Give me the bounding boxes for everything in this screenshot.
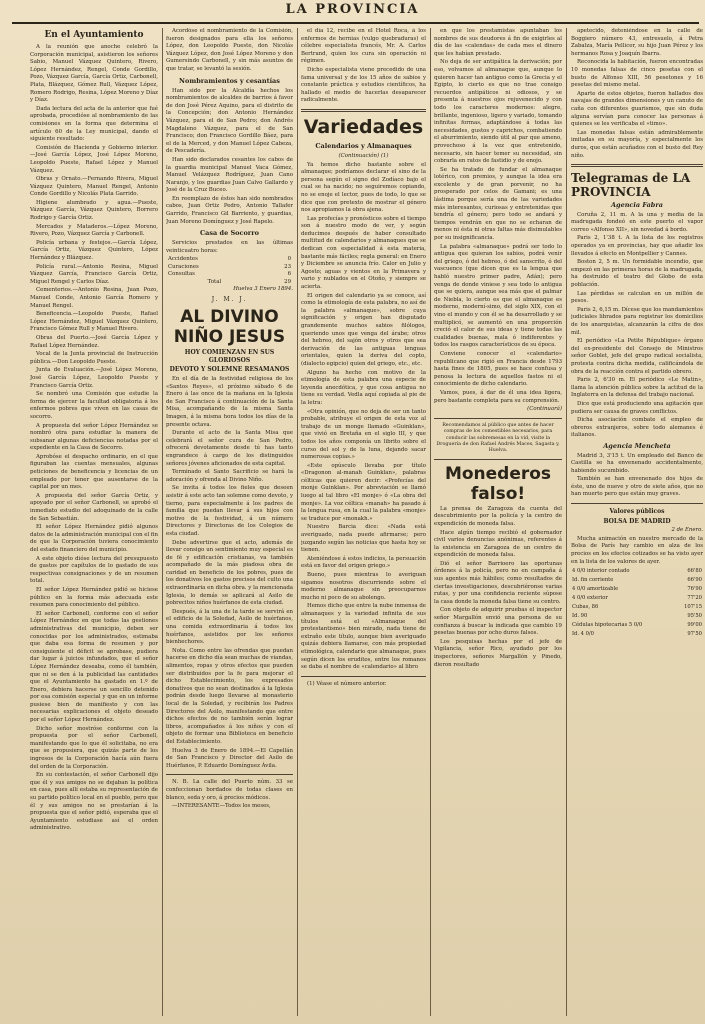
paragraph: Paris 2, 6'30 m. El periódico «Le Matin», llama la atención pública sobre la actitud de la Inglaterra en la defensa del trabajo nacional. — [571, 377, 703, 399]
calendarios-subheading: Calendarios y Almanaques — [315, 141, 412, 150]
paragraph: La prensa de Zaragoza da cuenta del descubrimiento por la policía y la centro de expendición de moneda falsa. — [434, 505, 562, 527]
bolsa-date: 2 de Enero. — [671, 527, 703, 534]
paragraph: El señor López Hernández pidió se hiciese público en la forma más adecuada este resumen para conocimiento del público. — [30, 586, 158, 609]
paragraph: Aparte de estos objetos, fueron hallados dos navajas de grandes dimensiones y un canuto de caña con diferentes guarismos, que sin duda alguna servían para conocer las personas á quienes se les verificaba el «timo». — [571, 90, 703, 128]
divider — [301, 109, 426, 112]
table-row — [571, 567, 703, 576]
paragraph: Paris 2, 1'38 t. A la lista de los registros operados ya en provincias, hay que añadir los llevados á efecto en Montpellier y Cannes. — [571, 235, 703, 257]
total-label: Total — [207, 278, 222, 285]
paragraph: Hemos dicho que entre la nube inmensa de almanaques y la variedad infinita de sus títulos está el «Almanaque del protestantismo» bien mirado, nada tiene de extraño este título, aunque bien averiguado quizás debiera llamarse, con más propiedad etimológica, calendario que almanaque, pues según dicen los eruditos, entre los romanos se daba el nombre de «calendario» al libro — [301, 603, 426, 671]
paragraph: Terminado el Santo Sacrificio se hará la adoración y ofrenda al Divino Niño. — [166, 469, 293, 483]
agency-mencheta-heading: Agencia Mencheta — [603, 441, 671, 450]
paragraph: Servicios prestados en las últimas veinticuatro horas: — [166, 240, 293, 254]
valores-table — [571, 567, 703, 639]
paragraph: En el día de la festividad religiosa de los «Santos Reyes», el próximo sábado 6 de Enero á las once de la mañana en la Iglesia de San Francisco á continuación de la Santa Misa, acompañando de la misma Santa Imagen, á la misma hora todos los días de la presente octava. — [166, 376, 293, 428]
divino-subheading-1: HOY COMIENZAN EN SUS GLORIOSOS — [184, 349, 275, 364]
paragraph: Madrid 3, 3'15 t. Un empleado del Banco de Castilla se ha envenenado accidentalmente, habiendo sucumbido. — [571, 452, 703, 474]
row-value: 76'90 — [687, 586, 702, 593]
column-1 — [30, 28, 158, 1016]
paragraph: Huelva 3 de Enero de 1894.—El Capellán de San Francisco y Director del Asilo de Huérfanos, P. Eduardo Domínguez Ávila. — [166, 747, 293, 769]
notice: Recomendamos al público que antes de hacer compras de los comestibles necesarios, para conducir las sobremesas en la vid, visite la Droguería de don Rafael Andrés Maces, Sagasta y, Huelva. — [436, 422, 560, 454]
paragraph: Boston 2, 5 m. Un formidable incendio, que empezó en las primeras horas de la madrugada, ha destruido el teatro del Globo de esta población. — [571, 259, 703, 289]
paragraph: Beneficencia.—Leopoldo Pueste, Rafael López Hernández, Miguel Vázquez Quintero, Francisco Gómez Rull y Manuel Rivero. — [30, 311, 158, 333]
paragraph: Dice que está produciendo una agitación que pudiera ser causa de graves conflictos. — [571, 400, 703, 415]
paragraph: A propuesta del señor López Hernández se nombró otra para estudiar la manera de subsanar algunas deficiencias notadas por el expediente en la Casa de Socorro. — [30, 422, 158, 452]
paragraph: El origen del calendario ya se conoce, así como la etimología de esta palabra, no así de la palabra «almanaque», sobre cuya significación y origen han disputado grandemente muchos sabios filólogos, queriendo unos que venga del árabe; otros del hebreo, del sajón otros y otros que sea derivación de las antiguas lenguas orientales, quien la deriva del copto, (dialecto egipcio) quien del griego, etc., etc. — [301, 292, 426, 367]
row-label: Accidentes — [168, 256, 198, 263]
initials: J. M. J. — [211, 295, 248, 303]
total-value: 29 — [284, 278, 291, 285]
paragraph: Dió el señor Barrioero las oportunas órdenes á la policía, pero no en campaña á sus agentes más hábiles; como resultados de ciertas investigaciones, descubriéronse varias rutas, y por una confidencia reciente súpose la casa donde la moneda falsa tiene su centro. — [434, 560, 562, 605]
column-divider — [566, 28, 567, 1016]
date-line: Huelva 3 Enero 1894. — [233, 286, 293, 293]
ayuntamiento-article — [30, 44, 158, 833]
row-value: 66'80 — [687, 568, 702, 575]
divider — [166, 774, 293, 775]
variedades-heading: Variedades — [303, 115, 424, 138]
paragraph: Durante el acto de la Santa Misa que celebrará el señor cura de San Pedro, ofrecerá devotamente desde tú has tanto engrandece á cargo de los distinguidos señores jóvenes aficionados de esta capital. — [166, 430, 293, 467]
continuara-note: (Continuará) — [527, 406, 562, 413]
paragraph: Hace algún tiempo recibió el gobernador civil varios denuncias anónimas, referentes á la existencia en Zaragoza de un centro de expendición de moneda falsa. — [434, 529, 562, 559]
paragraph: Policía rural.—Antonio Resina, Miguel Vázquez García, Francisco García Ortiz, Miguel Rengel y Carlos Díaz. — [30, 263, 158, 285]
row-label: 4 0/0 interior contado — [572, 568, 630, 575]
paragraph: También se han envenenado dos hijos de éste, uno de nueve y otro de siete años, que no han muerto pero que están muy graves. — [571, 476, 703, 498]
row-value: 97'50 — [687, 631, 702, 638]
row-label: 4 0/0 amortizable — [572, 586, 619, 593]
paragraph: Paris 2, 6,15 m. Dícese que los mandamientos judiciales librados para registrar los domicilios de los anarquistas, alcanzarán la cifra de dos mil. — [571, 306, 703, 336]
paragraph: A la reunión que anoche celebró la Corporación municipal, asistieron los señores Sabio, Manuel Vázquez Quintero, Rivero, López Hernández, Rengel, Conde Gordillo, Pozo, Vázquez García, García Ortiz, Carbonell, Plata, Blázquez, Gómez Rull, Vázquez López, Romero Rodrigo, Resina, López Moreno y Díaz y Díaz. — [30, 44, 158, 104]
paragraph: en que los prestamistas apuntaban los nombres de sus deudores á fin de exigirles al día de las «calendas» de cada mes el dinero que les habían prestado. — [434, 28, 562, 57]
valores-heading: Valores públicos — [609, 508, 665, 516]
paragraph: «Este opúsculo llevaba por título «Dragonon al-manah Guinklan», palabras célticas que quieren decir: «Profecías del monje Guinklan». Por abreviación se llamó luego al tal libro «El monje» ó «La obra del monje». La voz céltica «manah» ha pasado á la lengua rusa, en la cual la palabra «monje» se traduce por «monakh.» — [301, 462, 426, 522]
row-label: Cédulas hipotecarias 5 0/0 — [572, 622, 643, 629]
paragraph: Se ha tratado de fundar el almanaque lotérico, con premios, y aunque la idea era excelente y de gran porvenir, no ha prosperado por celos de Gamani; es una lástima porque sería una de las variedades más interesantes, curiosas y entretenidas que tendría el género; pero todo se andará y tiempos vendrán en que no se echaran de menos ni ésta ni otras faltas más disimulables por su insignificancia. — [434, 166, 562, 242]
paragraph: Han sido declarados cesantes los cabos de la guardia municipal Manuel Vaca Gómez, Manuel Velázquez Rodríguez, Juan Cano Naranjo, y los guardias Juan Calvo Gallardo y José de la Cruz Buceo. — [166, 156, 293, 194]
paragraph: El periódico «La Petite République» órgano del ex-presidente del Consejo de Ministros señor Goblet, jefe del grupo radical socialista, protesta contra dicha medida, calificándola de obra de la reacción contra el partido obrero. — [571, 338, 703, 375]
paragraph: Las monedas falsas están admirablemente imitadas en su mayoría, y especialmente los duros, que están acuñados con el busto del Rey niño. — [571, 129, 703, 159]
divider — [434, 459, 562, 460]
paragraph: Policía urbana y festejos.—García López, García Ortiz, Vázquez Quintero, López Hernández y Blázquez. — [30, 239, 158, 262]
row-value: 77'20 — [687, 595, 702, 602]
paragraph: No deja de ser antipática la derivación; por eso, volvamos al almanaque que, aunque lo quieren hacer tan antiguo como la Grecia y el Egipto, lo cierto es que no trae consigo recuerdos antipáticos ni odiosos, y se presenta á nuestros ojos rejuvenecido y con todo los caracteres modernos: alegre, brillante, ingenioso, ligero y variado, tomando infinitas formas, adaptándose á todas las necesidades, gustos y caprichos, combatiendo el aburrimiento, siendo útil al par que ameno, provechoso á la vez que entretenido, necesario, sin hacer temer su necesidad, sin cobrarla en ratos de fastidio y de enojo. — [434, 59, 562, 165]
paragraph: Vamos, pues, á dar de él una idea ligera, pero bastante completa para su comprensión. — [434, 389, 562, 404]
paragraph: Higiene alumbrado y agua.—Pueste, Vázquez García, Vázquez Quintero, Borrero Rodrigo y García Ortiz. — [30, 199, 158, 222]
table-row — [571, 585, 703, 594]
casa-socorro-heading: Casa de Socorro — [200, 229, 259, 238]
paragraph: La palabra «almanaque» podrá ser todo lo antigua que quieran los sabios, podrá venir del griego, ó del hebreo, ó del sanscrito, ó del vascuence (que dicen que es la lengua que habló nuestro primer padre, Adán); pero venga de donde viniese y sea todo lo antigua que se quiera, aunque sea más que el palmar de Niebla, lo cierto es que el almanaque es moderno, moderní-simo, del siglo XIX, con el vino el mundo y con él se ha desarrollado y se multiplicó, se aumentó en una proporción creció el calor de sus ideas y tiene todas las cualidades buenas, mala ó indiferentes y todos los rasgos característicos de su época. — [434, 243, 562, 349]
divino-subheading-2: DEVOTO Y SOLEMNE RESAMANOS — [169, 366, 290, 374]
paragraph: Con objeto de adquirir pruebas el inspector señor Margallón envió una persona de su confianza á buscar la indicada que cambio 19 pesetas buenas por ocho duros falsos. — [434, 607, 562, 637]
divider — [571, 503, 703, 504]
paragraph: Han sido por la Alcaldía hechos los nombramientos de alcaldes de barrios á favor de don José Pérez Aquino, para el distrito de la Concepción; don Antonio Hernández Vázquez, para el de San Pedro; don Andrés Magdaleno Vázquez, para el de San Francisco; don Francisco Gordillo Báez, para el de la Merced, y don Manuel López Cabeza, de Pescadería. — [166, 87, 293, 155]
bolsa-heading: BOLSA DE MADRID — [603, 517, 671, 525]
paragraph: Nota. Como entre las ofrendas que puedan hacerse en dicho día sean muchas de viandas, alimentos, ropas y otros efectos que pueden ser distribuidos por la fe para mejorar el dicho Establecimiento, los expresados donativos que no sean destinados á la Iglesia podrán desde luego llevarse al monasterio local de la Soledad, y recibirán los Padres Directores del Asilo, manifestando que entre dichos efectos de no también serán lograr libros, acompañados á los niños y con el objeto de formar una Biblioteca en beneficio del Establecimiento. — [166, 647, 293, 745]
paragraph: Las pérdidas se calculan en un millón de pesos. — [571, 290, 703, 305]
divino-heading: AL DIVINO NIÑO JESUS — [173, 307, 286, 348]
paragraph: En su contestación, el señor Carbonell dijo que él y sus amigos no se dejaban la política en casa, pues allí estaba su representación de su partido político local en el pueblo, pero que él y sus amigos no se prestarían á la propuesta que el señor pidió, esperaba que el Ayuntamiento estudiase así el orden administrativo. — [30, 772, 158, 832]
column-3 — [301, 28, 426, 1016]
row-label: Consultas — [168, 271, 195, 278]
ayuntamiento-heading: En el Ayuntamiento — [44, 30, 144, 40]
paragraph: El señor López Hernández pidió algunos datos de la administración municipal con el fin de que la Corporación tuviera conocimiento del estado financiero del municipio. — [30, 524, 158, 553]
divider — [434, 418, 562, 419]
paragraph: «Otra opinión, que no deja de ser un tanto probable, atribuye el origen de esta voz al trabajo de un monge llamado «Guinklan», que vivió en Bretaña en el siglo III, y que todos los años componía un librito sobre el curso del sol y de la luna, dejando sacar numerosas copias.» — [301, 408, 426, 461]
table-row — [571, 594, 703, 603]
row-value: 107'15 — [684, 604, 702, 611]
paragraph: —INTERESANTE—Todos los meses, — [172, 803, 271, 810]
column-5 — [571, 28, 703, 1016]
paragraph: En reemplazo de éstos han sido nombrados cabos, Juan Ortiz Pedro, Antonio Tallafer Garrido, Francisco Gil Barriento, y guardias, Juan Moreno Domínguez y José Rapelo. — [166, 195, 293, 225]
paragraph: Los pesquisas hechas por el jefe de Vigilancia, señor Rico, ayudado por los inspectores, señores Margallón y Pinedo, dieron resultado — [434, 638, 562, 668]
paragraph: Comisión de Hacienda y Gobierno interior.—José García López, José López Moreno, Leopoldo Pueste, Rafael López y Manuel Vázquez. — [30, 144, 158, 174]
paragraph: Junta de Evaluación.—José López Moreno, José García López, Leopoldo Pueste y Francisco García Ortiz. — [30, 367, 158, 389]
table-row — [571, 603, 703, 612]
paragraph: Coruña 2, 11 m. A la una y media de la madrugada fondeó en este puerto el vapor correo «Alfonso XII», sin novedad á bordo. — [571, 211, 703, 233]
row-label: Id. fin corriente — [572, 577, 614, 584]
table-row — [571, 621, 703, 630]
row-value: 23 — [284, 263, 291, 270]
table-row — [571, 576, 703, 585]
masthead-rule — [12, 22, 699, 24]
column-divider — [297, 28, 298, 1016]
paragraph: Después, á la una de la tarde se servirá en el edificio de la Soledad, Asilo de huérfanos, una comida extraordinaria á todos los huérfanos, asistidos por los señores bienhechores. — [166, 608, 293, 646]
table-row — [571, 612, 703, 621]
paragraph: Mercados y Mataderos.—López Moreno, Rivero, Pozo, Vázquez García y Carbonell. — [30, 223, 158, 238]
table-total-row — [166, 279, 293, 286]
paragraph: A propuesta del señor García Ortiz, y apoyado por el señor Carbonell, se aprobó el inmediato estudio del adoquinado de la calle de San Sebastián. — [30, 492, 158, 522]
paragraph: Conviene conocer el «calendario» republicano que rigió en Francia desde 1793 hasta fines de 1805, pues se hace confusa y penosa la lectura de aquellos fastos ni el conocimiento de dicho calendario. — [434, 350, 562, 388]
table-row — [166, 256, 293, 263]
paragraph: Se invita á todos los fieles que deseen asistir á este acto tan solemne como devoto, y tierno, para especialmente á los padres de familia que puedan llevar á sus hijos con motivo de la festividad, á un número Directores y Directoras de los Colegios de esta ciudad. — [166, 485, 293, 537]
row-label: Curaciones — [168, 263, 199, 270]
paragraph: el día 12, recibe en el Hotel Roca, á los enfermos de hernias (vulgo quebraduras) el célebre especialista francés, Mr. A. Carlos Bertrand, quien los cura sin operación ni régimen. — [301, 28, 426, 65]
paragraph: Cementerios.—Antonio Resina, Juan Pozo, Manuel Conde, Antonio García Romero y Manuel Rengel. — [30, 287, 158, 309]
paragraph: N. B. La calle del Puerto núm. 33 se confeccionan bordados de todas clases en blanco, seda y oro, á precios módicos. — [166, 779, 293, 801]
divider — [571, 164, 703, 167]
paragraph: Debe advertirse que el acto, además de llevar consigo un sentimiento muy especial es de fé y edificación cristianas, va también acompañado de la más piadosa obra de caridad en beneficio de los pobres, pues de los donativos los gastos precisos del culto una extraordinaria en dicha obra. y la mencionada Iglesia, lo demás se aplicará al Asilo de pobrecitos niños huérfanos de esta ciudad. — [166, 539, 293, 607]
row-value: 95'50 — [687, 613, 702, 620]
paragraph: Alguno ha hecho con motivo de la etimología de esta palabra una especie de leyenda anecdótica, y que cosa antigua no tiene su verdad. Vedla aquí copiada al pie de la letra: — [301, 369, 426, 406]
row-label: Cubas, 86 — [572, 604, 599, 611]
monederos-heading: Monederos falso! — [444, 463, 552, 504]
paragraph: Dada lectura del acta de la anterior que fué aprobada, procedióse al nombramiento de las comisiones en la forma que determina el artículo 60 de la Ley municipal, dando el siguiente resultado: — [30, 105, 158, 143]
agency-fabra-heading: Agencia Fabra — [610, 201, 663, 210]
paragraph: Nuestro Barcia dice: «Nada está averiguado, nada puede afirmarse; pero juzgando según las noticias que hasta hoy se tienen. — [301, 524, 426, 554]
table-row — [166, 271, 293, 278]
column-2 — [166, 28, 293, 1016]
column-4 — [434, 28, 562, 1016]
paragraph: Dicho especialista viene precedido de una fama universal y de los 15 años de sabios y constante práctica y estudios científicos, ha hallado el medio de hacerlas desaparecer radicalmente. — [301, 66, 426, 104]
paragraph: Las profecías y pronósticos sobre el tiempo son á nuestro modo de ver, y según deducimos después de haber consultado multitud de calendarios y almanaques que se dedican con especialidad á esta materia, bastante más fáciles; regla general: en Enero y Diciembre se anuncia frío. Calor en Julio y Agosto; aguas y vientos en la Primavera y vario y nublados en el Otoño, y siempre se acierta. — [301, 215, 426, 291]
paragraph: Acordóse el nombramiento de la Comisión, fueron designados para ella los señores López, don Leopoldo Pueste, don Nicolás Vázquez López, don José López Moreno y don Gumersindo Carbonell, y sin más asuntos de que tratar, se levantó la sesión. — [166, 28, 293, 72]
row-label: Id. 90 — [572, 613, 588, 620]
column-divider — [430, 28, 431, 1016]
nombramientos-heading: Nombramientos y cesantías — [179, 76, 280, 85]
paragraph: Obras del Puerto.—José García López y Rafael López Hernández. — [30, 334, 158, 349]
row-value: 0 — [287, 256, 291, 263]
row-value: 99'00 — [687, 622, 702, 629]
casa-socorro-table — [166, 256, 293, 286]
paragraph: Ya hemos dicho bastante sobre el almanaque; podríamos declarar el sino de la persona según el signo del Zodíaco bajo el cual se ha nacido; no seguiremos copiando, no se enoje el lector, pues de todo, lo que se dice que con pretexto de mostrar el género nos apropiamos la obra ajena. — [301, 161, 426, 214]
telegramas-heading: Telegramas de LA PROVINCIA — [571, 171, 691, 200]
paragraph: Dicho señor mostróse conforme con la propuesta por el señor Carbonell, manifestando que lo que él solicitaba, no era que se propusiera, que quizás parte de los ingresos de la Corporación hacía aún fuera del orden de la Corporación. — [30, 725, 158, 770]
paragraph: Vocal de la Junta provincial de Instrucción pública.—Don Leopoldo Pueste. — [30, 351, 158, 365]
paragraph: Mucha animación en nuestro mercado de la Bolsa de París hay cambio en alza de los precios en los efectos cotizados se ha visto ayer en la lista de los valores de ayer. — [571, 535, 703, 565]
divider — [301, 676, 426, 677]
paragraph: A este objeto dióse lectura del presupuesto de gastos por capítulos de lo gastado de sus respectivas consignaciones y de un resumen total. — [30, 555, 158, 585]
row-label: 4 0/0 exterior — [572, 595, 608, 602]
column-divider — [162, 28, 163, 1016]
row-label: Id. 4 0/0 — [572, 631, 594, 638]
continuation-note: (Continuación) (1) — [338, 152, 389, 159]
paragraph: El señor Carbonell, conforme con el señor López Hernández en que todas las gestiones administrativas del municipio, deben ser conocidas por los administrados, estimaba que daba esa forma de resumen y por consiguiente el déficit se aprobase, pudiera dar lugar á juicios infundados, que el señor López Hernández deseaba, como él también, que ni se den á la publicidad las cantidades que el Ayuntamiento ha gastado en 1.º de Enero, debiera hacerse un sencillo detenido por esa comisión especial y que en un informe pusiese bien de manifiesto y con las necesarias explicaciones el objeto deseado por el señor López Hernández. — [30, 610, 158, 724]
row-value: 66'90 — [687, 577, 702, 584]
paragraph: Ateniéndose á estos indicios, la persuación está en favor del origen griego.» — [301, 555, 426, 570]
paragraph: Reconocida la habitación, fueron encontradas 10 monedas falsas de cinco pesetas con el busto de Alfonso XIII, 56 pesetones y 16 pesetas del mismo metal. — [571, 59, 703, 89]
paragraph: Obras y Ornato.—Fernando Rivera, Miguel Vázquez Quintero, Manuel Rengel, Antonio Conde Gordillo y Nicolás Plata Garrido. — [30, 176, 158, 198]
paragraph: apetecido, deteniéndose en la calle de Boggiero número 43, entresuelo, á Petra Zabalza, María Pellicer, su hijo Juan Pérez y los hermanos Rosa y Joaquín Ibarra. — [571, 28, 703, 57]
table-row — [571, 630, 703, 639]
paragraph: Aprobóse el despacho ordinario, en el que figuraban las cuentas mensuales, algunas peticiones de beneficencia y licencias de un empleado por tener que ausentarse de la capital por un mes. — [30, 453, 158, 491]
paragraph: Bueno, pues mientras lo averiguan sigamos nosotros discurriendo sobre el moderno almanaque sin preocuparnos mucho ni poco de su abolengo. — [301, 572, 426, 601]
paragraph: Dicha asociación combate el empleo de obreros extranjeros, sobre todo alemanes é italianos. — [571, 417, 703, 439]
masthead: LA PROVINCIA — [285, 2, 420, 17]
footnote: (1) Véase el número anterior. — [307, 680, 387, 687]
row-value: 6 — [287, 271, 291, 278]
paragraph: Se nombró una Comisión que estudie la forma de ejercer la facultad obligatoria á los enfermos pobres que viven en las casas de socorro. — [30, 391, 158, 420]
table-row — [166, 264, 293, 271]
